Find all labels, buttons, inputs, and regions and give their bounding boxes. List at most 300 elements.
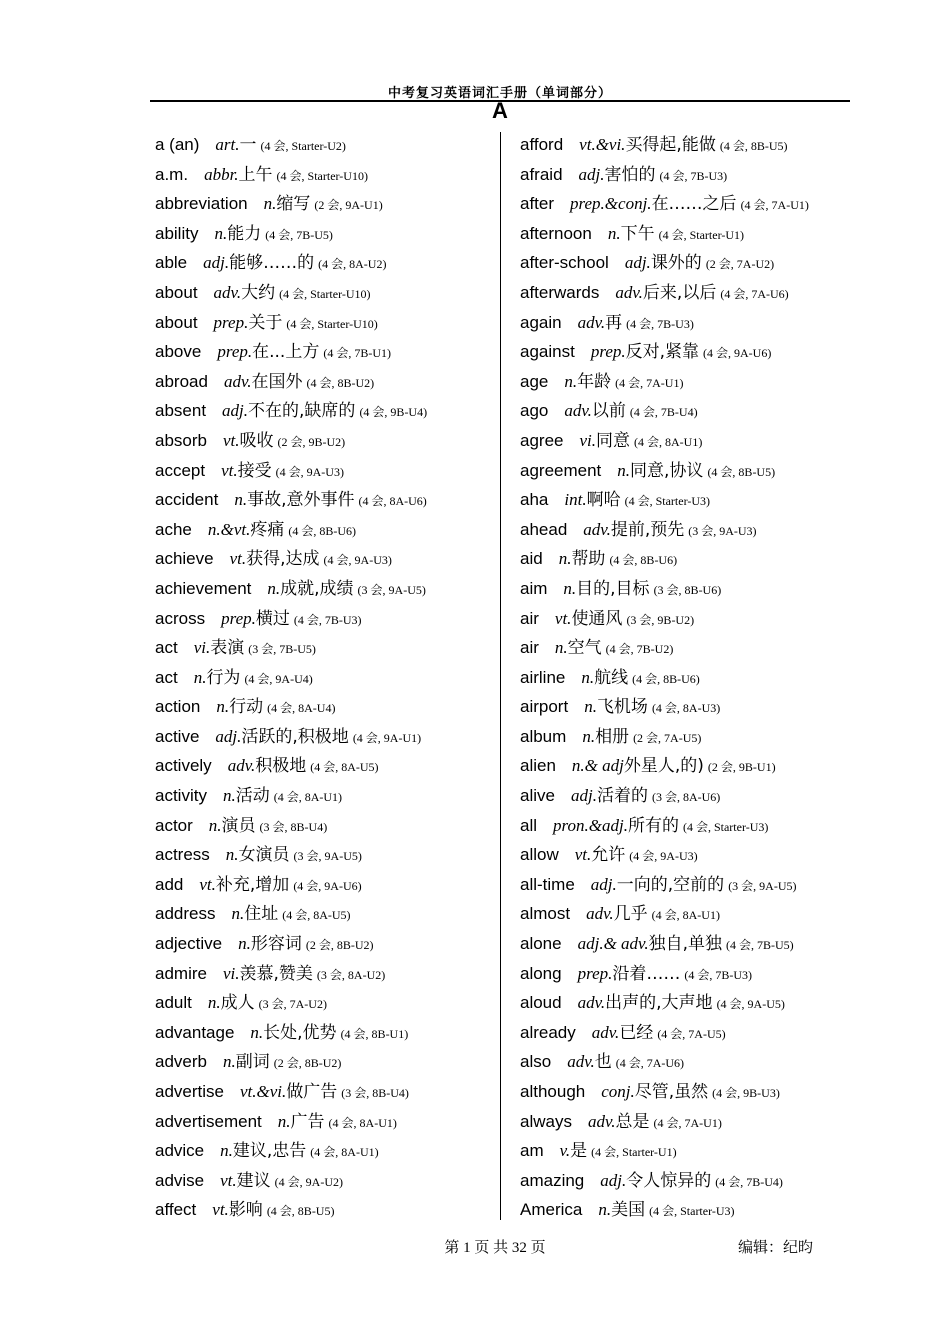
- entry-word: activity: [155, 786, 207, 806]
- entry-word: all-time: [520, 874, 575, 894]
- entry-pos: n.&vt.: [207, 519, 251, 539]
- vocab-entry: [520, 988, 850, 1018]
- entry-pos: n.: [582, 726, 596, 746]
- vocab-entry: [520, 278, 850, 308]
- vocab-entry: [155, 219, 495, 249]
- entry-word: absent: [155, 401, 207, 421]
- entry-meaning: 下午: [620, 223, 655, 244]
- vocab-entry: [520, 959, 850, 989]
- entry-word: after-school: [520, 253, 609, 273]
- entry-ref: (4 会, 7A-U6): [720, 286, 789, 301]
- entry-pos: adj.: [570, 786, 597, 806]
- entry-pos: n.: [220, 1141, 233, 1161]
- entry-meaning: 积极地: [255, 756, 307, 777]
- entry-ref: (4 会, 7A-U1): [653, 1115, 722, 1130]
- editor-credit: 编辑：纪昀: [738, 1238, 814, 1256]
- entry-word: act: [155, 638, 178, 658]
- entry-ref: (4 会, 9A-U2): [274, 1174, 343, 1189]
- entry-word: aim: [520, 578, 548, 598]
- entry-pos: n.: [207, 993, 221, 1013]
- vocab-entry: [155, 337, 495, 367]
- entry-pos: adj.: [600, 1170, 627, 1190]
- entry-meaning: 是: [570, 1141, 588, 1162]
- entry-ref: (3 会, 8B-U4): [259, 819, 328, 834]
- entry-meaning: 一: [239, 135, 257, 155]
- vocab-entry: [155, 308, 495, 338]
- entry-ref: (4 会, 7B-U1): [323, 346, 391, 361]
- vocab-entry: [155, 781, 495, 811]
- entry-word: adverb: [155, 1052, 207, 1072]
- entry-ref: (4 会, 9A-U3): [323, 553, 392, 568]
- entry-word: abroad: [155, 371, 208, 391]
- entry-word: abbreviation: [155, 194, 248, 214]
- entry-ref: (4 会, 7B-U2): [605, 642, 674, 657]
- entry-meaning: 独自,单独: [648, 934, 722, 955]
- entry-meaning: 上午: [238, 164, 273, 185]
- entry-meaning: 买得起,能做: [625, 135, 716, 155]
- entry-pos: n.: [250, 1022, 264, 1042]
- entry-pos: adj.: [222, 401, 249, 421]
- entry-word: adjective: [155, 934, 223, 954]
- vocab-entry: [520, 1166, 850, 1196]
- entry-pos: n.: [238, 934, 251, 954]
- entry-pos: adv.: [577, 312, 606, 332]
- vocab-entry: [155, 988, 495, 1018]
- vocab-entry: [520, 722, 850, 752]
- entry-word: a.m.: [155, 164, 189, 184]
- entry-pos: adj.: [590, 874, 617, 894]
- vocab-entry: [520, 456, 850, 486]
- entry-pos: adj.& adv.: [577, 934, 649, 954]
- vocab-entry: [155, 929, 495, 959]
- entry-ref: (4 会, 7B-U4): [715, 1174, 783, 1189]
- entry-meaning: 同意,协议: [630, 460, 704, 481]
- entry-ref: (4 会, 7A-U1): [740, 198, 809, 213]
- entry-pos: prep.: [577, 963, 613, 983]
- entry-pos: vt.: [212, 1200, 229, 1220]
- entry-word: advantage: [155, 1022, 235, 1042]
- entry-word: album: [520, 726, 567, 746]
- vocab-entry: [155, 1107, 495, 1137]
- entry-pos: prep.: [217, 342, 253, 362]
- entry-word: accident: [155, 490, 219, 510]
- entry-pos: n.: [617, 460, 631, 480]
- entry-ref: (2 会, 7A-U2): [705, 257, 775, 272]
- entry-word: also: [520, 1052, 552, 1072]
- vocab-entry: [155, 1166, 495, 1196]
- vocab-entry: [520, 130, 850, 160]
- vocab-entry: [155, 189, 495, 219]
- vocab-entry: [520, 248, 850, 278]
- vocab-entry: [155, 1018, 495, 1048]
- entry-pos: n.: [267, 578, 281, 598]
- vocab-entry: [520, 1195, 850, 1225]
- entry-ref: (4 会, 8A-U1): [273, 790, 343, 805]
- entry-word: achievement: [155, 578, 252, 598]
- entry-meaning: 反对,紧靠: [625, 342, 700, 363]
- entry-word: am: [520, 1141, 544, 1161]
- entry-meaning: 补充,增加: [215, 874, 290, 895]
- vocab-entry: [520, 515, 850, 545]
- vocab-entry: [155, 959, 495, 989]
- entry-pos: adj.: [578, 164, 605, 184]
- entry-ref: (4 会, 7B-U3): [659, 168, 728, 183]
- column-divider: [500, 132, 501, 1220]
- vocab-entry: [155, 485, 495, 515]
- entry-pos: n.: [222, 1052, 236, 1072]
- entry-word: advertise: [155, 1082, 224, 1101]
- entry-word: along: [520, 963, 562, 983]
- entry-meaning: 长处,优势: [263, 1022, 337, 1043]
- entry-word: actively: [155, 756, 212, 776]
- entry-word: adult: [155, 993, 192, 1013]
- entry-pos: vt.: [229, 549, 247, 569]
- vocab-entry: [520, 663, 850, 693]
- entry-meaning: 获得,达成: [246, 549, 320, 570]
- entry-ref: (2 会, 8B-U2): [305, 938, 374, 953]
- entry-pos: n.: [231, 904, 245, 924]
- vocab-entry: [155, 692, 495, 722]
- entry-ref: (4 会, 8A-U5): [282, 908, 351, 923]
- entry-pos: n.: [208, 815, 222, 835]
- vocab-entry: [520, 633, 850, 663]
- entry-meaning: 缩写: [276, 194, 311, 215]
- entry-ref: (4 会, 8A-U5): [310, 760, 379, 775]
- vocab-entry: [520, 189, 850, 219]
- entry-pos: adv.: [587, 1111, 616, 1131]
- entry-pos: adv.: [223, 371, 252, 391]
- entry-meaning: 疼痛: [250, 519, 285, 540]
- entry-pos: prep.: [590, 342, 626, 362]
- page-number: 第 1 页 共 32 页: [444, 1240, 546, 1256]
- entry-pos: adv.: [227, 756, 256, 776]
- entry-meaning: 羡慕,赞美: [239, 963, 313, 984]
- entry-ref: (2 会, 8B-U2): [273, 1056, 342, 1071]
- entry-ref: (4 会, 9A-U6): [703, 346, 772, 361]
- entry-word: ahead: [520, 519, 568, 539]
- entry-meaning: 广告: [290, 1111, 325, 1132]
- vocab-entry: [155, 604, 495, 634]
- entry-word: agreement: [520, 460, 602, 480]
- entry-pos: n.: [558, 549, 572, 569]
- entry-word: admire: [155, 963, 207, 983]
- entry-pos: adv.: [615, 282, 643, 302]
- entry-meaning: 课外的: [650, 253, 702, 274]
- entry-meaning: 活着的: [596, 786, 648, 807]
- entry-pos: n.: [193, 667, 207, 687]
- entry-meaning: 在……之后: [651, 194, 737, 215]
- entry-meaning: 能力: [227, 223, 262, 244]
- entry-word: always: [520, 1111, 572, 1131]
- vocab-entry: [520, 604, 850, 634]
- entry-pos: n.: [234, 490, 248, 510]
- entry-ref: (4 会, 7B-U5): [265, 227, 333, 242]
- entry-meaning: 演员: [221, 815, 256, 836]
- entry-ref: (4 会, 8A-U6): [358, 494, 427, 509]
- vocab-entry: [520, 544, 850, 574]
- entry-ref: (3 会, 9A-U3): [688, 523, 757, 538]
- entry-ref: (4 会, Starter-U10): [286, 316, 378, 331]
- vocab-entry: [520, 751, 850, 781]
- entry-pos: adj.: [203, 253, 230, 273]
- vocab-entry: [155, 1047, 495, 1077]
- entry-word: actress: [155, 845, 210, 865]
- entry-word: act: [155, 667, 178, 687]
- vocab-entry: [520, 929, 850, 959]
- entry-meaning: 副词: [235, 1052, 270, 1073]
- entry-ref: (4 会, 8B-U5): [266, 1204, 335, 1219]
- entry-ref: (4 会, 8B-U6): [609, 553, 678, 568]
- vocab-entry: [155, 248, 495, 278]
- entry-ref: (4 会, 8A-U2): [318, 257, 387, 272]
- vocab-entry: [155, 840, 495, 870]
- entry-pos: adv.: [213, 282, 242, 302]
- entry-word: able: [155, 253, 188, 273]
- entry-meaning: 做广告: [286, 1082, 338, 1102]
- entry-word: America: [520, 1200, 583, 1220]
- entry-word: afterwards: [520, 282, 600, 302]
- entry-pos: adj.: [215, 726, 242, 746]
- entry-ref: (4 会, Starter-U2): [260, 139, 346, 153]
- entry-meaning: 在国外: [251, 371, 303, 392]
- entry-pos: adv.: [567, 1052, 595, 1072]
- entry-ref: (4 会, Starter-U10): [276, 168, 368, 183]
- entry-meaning: 尽管,虽然: [634, 1082, 709, 1102]
- entry-word: air: [520, 638, 539, 658]
- vocab-entry: [520, 219, 850, 249]
- entry-ref: (4 会, 8A-U1): [651, 908, 720, 923]
- vocab-entry: [520, 1018, 850, 1048]
- entry-ref: (4 会, 9A-U3): [275, 464, 344, 479]
- entry-ref: (3 会, 8B-U6): [653, 582, 722, 597]
- entry-word: actor: [155, 815, 193, 835]
- entry-ref: (3 会, 7B-U5): [248, 642, 316, 657]
- vocab-entry: [155, 515, 495, 545]
- entry-word: ache: [155, 519, 192, 539]
- entry-word: alone: [520, 934, 562, 954]
- entry-meaning: 活跃的,积极地: [241, 726, 349, 747]
- entry-ref: (3 会, 8A-U6): [651, 790, 721, 805]
- entry-word: ago: [520, 401, 549, 421]
- entry-pos: int.: [564, 490, 587, 510]
- entry-meaning: 关于: [248, 312, 283, 333]
- entry-pos: vt.: [574, 845, 592, 865]
- entry-ref: (4 会, Starter-U3): [649, 1204, 735, 1219]
- entry-ref: (3 会, 8A-U2): [316, 967, 386, 982]
- entry-ref: (4 会, 7B-U4): [629, 405, 698, 420]
- entry-pos: n.: [263, 194, 277, 214]
- entry-meaning: 同意: [596, 430, 631, 451]
- entry-pos: adv.: [586, 904, 614, 924]
- vocab-entry: [520, 811, 850, 841]
- entry-word: airline: [520, 667, 566, 687]
- entry-ref: (4 会, 8B-U2): [306, 375, 375, 390]
- entry-pos: v.: [559, 1141, 571, 1161]
- entry-meaning: 已经: [619, 1022, 654, 1043]
- entry-ref: (4 会, 8A-U1): [310, 1145, 379, 1160]
- vocab-entry: [155, 544, 495, 574]
- entry-word: age: [520, 371, 549, 391]
- entry-word: address: [155, 904, 216, 924]
- entry-word: alien: [520, 756, 556, 776]
- entry-ref: (2 会, 9B-U1): [707, 760, 776, 775]
- entry-word: achieve: [155, 549, 214, 569]
- vocab-entry: [155, 1195, 495, 1225]
- entry-pos: n.: [584, 697, 597, 717]
- entry-meaning: 能够……的: [229, 253, 315, 274]
- entry-meaning: 总是: [615, 1111, 650, 1132]
- vocab-entry: [155, 1077, 495, 1107]
- entry-pos: n.: [598, 1200, 612, 1220]
- entry-meaning: 接受: [237, 460, 272, 481]
- left-column: [155, 130, 495, 1225]
- entry-ref: (4 会, 7B-U5): [726, 938, 794, 953]
- entry-meaning: 建议: [236, 1170, 271, 1191]
- entry-pos: vt.: [554, 608, 572, 628]
- entry-word: about: [155, 312, 198, 332]
- entry-meaning: 事故,意外事件: [247, 490, 355, 511]
- entry-ref: (4 会, Starter-U1): [591, 1145, 677, 1160]
- entry-meaning: 相册: [595, 726, 630, 747]
- entry-meaning: 使通风: [571, 608, 623, 629]
- entry-pos: conj.: [601, 1082, 635, 1101]
- entry-meaning: 空气: [567, 638, 602, 659]
- entry-word: airport: [520, 697, 569, 717]
- entry-pos: n.: [214, 223, 228, 243]
- vocab-entry: [155, 1136, 495, 1166]
- entry-ref: (3 会, 9B-U2): [626, 612, 695, 627]
- entry-word: after: [520, 194, 555, 214]
- entry-ref: (4 会, 8A-U1): [634, 434, 703, 449]
- entry-pos: art.: [215, 135, 240, 154]
- entry-word: aloud: [520, 993, 562, 1013]
- vocab-entry: [520, 1047, 850, 1077]
- entry-ref: (4 会, 7B-U3): [293, 612, 362, 627]
- entry-word: aid: [520, 549, 543, 569]
- entry-ref: (4 会, 8A-U1): [328, 1115, 397, 1130]
- vocab-entry: [520, 870, 850, 900]
- entry-meaning: 几乎: [613, 904, 648, 925]
- entry-ref: (4 会, Starter-U3): [624, 494, 710, 509]
- entry-word: again: [520, 312, 562, 332]
- entry-meaning: 活动: [235, 786, 270, 807]
- entry-ref: (3 会, 9A-U5): [357, 582, 426, 597]
- entry-word: affect: [155, 1200, 197, 1220]
- entry-pos: vt.&vi.: [239, 1082, 287, 1101]
- vocab-entry: [520, 692, 850, 722]
- entry-pos: n.: [216, 697, 230, 717]
- vocab-entry: [520, 574, 850, 604]
- entry-pos: n.: [581, 667, 595, 687]
- entry-meaning: 在...上方: [252, 342, 320, 363]
- entry-ref: (4 会, Starter-U1): [658, 227, 744, 242]
- vocab-entry: [155, 663, 495, 693]
- entry-pos: vi.: [222, 963, 240, 983]
- entry-word: across: [155, 608, 206, 628]
- entry-ref: (4 会, 9A-U6): [293, 878, 362, 893]
- entry-pos: prep.&conj.: [570, 194, 652, 214]
- entry-pos: vt.: [222, 430, 240, 450]
- entry-meaning: 美国: [611, 1200, 646, 1221]
- vocab-entry: [520, 485, 850, 515]
- entry-ref: (4 会, 9B-U4): [359, 405, 428, 420]
- entry-meaning: 行动: [229, 697, 264, 718]
- entry-pos: adj.: [624, 253, 651, 273]
- entry-pos: adv.: [564, 401, 592, 421]
- entry-pos: n.& adj: [571, 756, 624, 776]
- entry-ref: (4 会, 8B-U5): [707, 464, 776, 479]
- entry-word: aha: [520, 490, 549, 510]
- entry-meaning: 不在的,缺席的: [248, 401, 356, 422]
- entry-pos: vt.: [221, 460, 238, 480]
- entry-pos: n.: [564, 371, 578, 391]
- entry-pos: vi.: [579, 430, 597, 450]
- entry-pos: pron.&adj.: [553, 815, 628, 835]
- entry-ref: (3 会, 8B-U4): [341, 1086, 409, 1100]
- entry-meaning: 住址: [244, 904, 279, 925]
- vocab-entry: [155, 870, 495, 900]
- entry-ref: (3 会, 9A-U5): [728, 878, 797, 893]
- entry-ref: (4 会, 9A-U1): [352, 730, 422, 745]
- vocab-entry: [520, 337, 850, 367]
- entry-pos: adv.: [577, 993, 606, 1013]
- entry-meaning: 沿着……: [612, 963, 681, 984]
- vocab-entry: [520, 396, 850, 426]
- entry-pos: adv.: [583, 519, 611, 539]
- vocab-entry: [155, 456, 495, 486]
- entry-meaning: 再: [605, 312, 623, 333]
- entry-word: almost: [520, 904, 571, 924]
- entry-meaning: 大约: [241, 282, 276, 303]
- entry-ref: (3 会, 9A-U5): [293, 849, 362, 864]
- entry-meaning: 外星人,的): [623, 756, 704, 777]
- entry-ref: (4 会, 8B-U6): [632, 671, 700, 686]
- vocab-entry: [520, 160, 850, 190]
- entry-pos: n.: [607, 223, 621, 243]
- entry-pos: n.: [563, 578, 577, 598]
- entry-pos: vt.&vi.: [579, 135, 626, 154]
- vocab-entry: [520, 899, 850, 929]
- vocab-entry: [520, 1136, 850, 1166]
- entry-meaning: 表演: [210, 638, 245, 659]
- entry-meaning: 出声的,大声地: [605, 993, 713, 1014]
- entry-ref: (4 会, 7A-U6): [615, 1056, 685, 1071]
- entry-word: advertisement: [155, 1111, 262, 1131]
- entry-pos: prep.: [213, 312, 249, 332]
- entry-word: about: [155, 282, 198, 302]
- entry-word: action: [155, 697, 201, 717]
- entry-ref: (4 会, 8B-U6): [288, 523, 357, 538]
- entry-meaning: 目的,目标: [576, 578, 650, 599]
- vocab-entry: [155, 751, 495, 781]
- vocab-entry: [520, 308, 850, 338]
- entry-ref: (4 会, 9A-U5): [716, 997, 785, 1012]
- vocab-entry: [155, 367, 495, 397]
- entry-meaning: 形容词: [250, 934, 302, 955]
- vocab-entry: [520, 367, 850, 397]
- entry-meaning: 后来,以后: [642, 282, 717, 303]
- entry-pos: prep.: [221, 608, 256, 628]
- entry-meaning: 啊哈: [586, 490, 621, 511]
- entry-meaning: 吸收: [239, 430, 274, 451]
- entry-meaning: 一向的,空前的: [616, 874, 725, 895]
- entry-meaning: 飞机场: [596, 697, 648, 718]
- vocab-entry: [520, 1107, 850, 1137]
- entry-meaning: 允许: [591, 845, 626, 866]
- entry-meaning: 年龄: [577, 371, 612, 392]
- entry-pos: n.: [225, 845, 239, 865]
- entry-meaning: 也: [594, 1052, 612, 1073]
